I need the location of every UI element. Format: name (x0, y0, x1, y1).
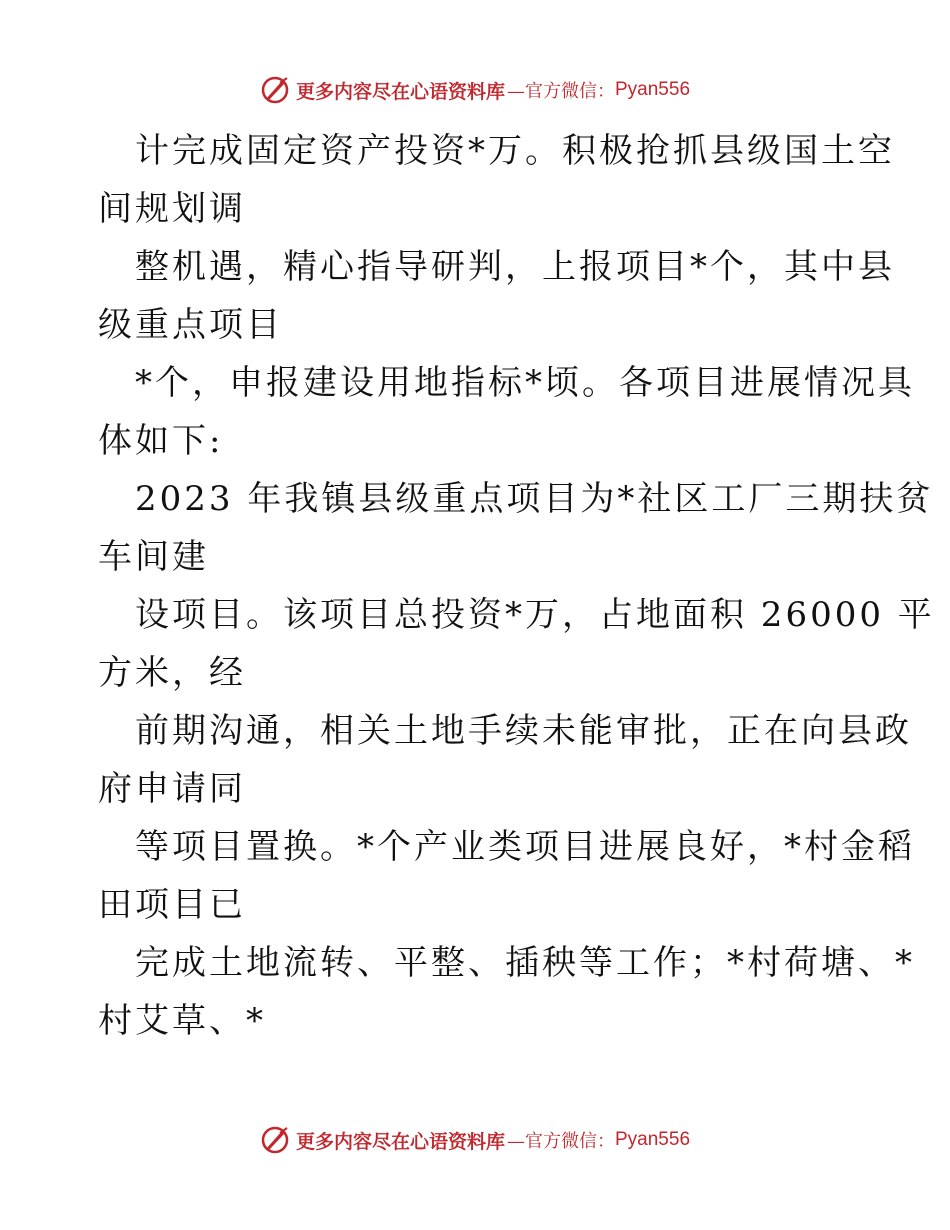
body-line: 车间建 (98, 537, 209, 577)
quill-pen-logo-icon (260, 1125, 290, 1155)
header-banner-account: Pyan556 (615, 79, 691, 100)
footer-banner-separator: —官方微信： (507, 1131, 615, 1152)
body-line: 间规划调 (98, 189, 246, 229)
footer-banner-account: Pyan556 (615, 1129, 691, 1150)
body-line: 村艾草、* (98, 1001, 266, 1041)
body-line: 府申请同 (98, 769, 246, 809)
body-line: 体如下: (98, 421, 224, 461)
header-banner (0, 70, 950, 110)
body-line: 田项目已 (98, 885, 246, 925)
body-line: 完成土地流转、平整、插秧等工作；*村荷塘、* (135, 943, 915, 983)
body-line: 2023 年我镇县级重点项目为*社区工厂三期扶贫 (135, 479, 934, 519)
body-line: 级重点项目 (98, 305, 283, 345)
body-line: 方米，经 (98, 653, 246, 693)
footer-banner-text: 更多内容尽在心语资料库 (295, 1130, 505, 1153)
footer-banner (0, 1120, 950, 1160)
document-body (98, 122, 935, 1050)
header-banner-separator: —官方微信： (507, 81, 615, 102)
body-line: *个，申报建设用地指标*顷。各项目进展情况具 (135, 363, 915, 403)
body-line: 前期沟通，相关土地手续未能审批，正在向县政 (135, 711, 912, 751)
body-line: 计完成固定资产投资*万。积极抢抓县级国土空 (135, 131, 895, 171)
body-line: 设项目。该项目总投资*万，占地面积 26000 平 (135, 595, 935, 635)
body-line: 等项目置换。*个产业类项目进展良好，*村金稻 (135, 827, 915, 867)
header-banner-text: 更多内容尽在心语资料库 (295, 80, 505, 103)
body-line: 整机遇，精心指导研判，上报项目*个，其中县 (135, 247, 895, 287)
quill-pen-logo-icon (260, 75, 290, 105)
